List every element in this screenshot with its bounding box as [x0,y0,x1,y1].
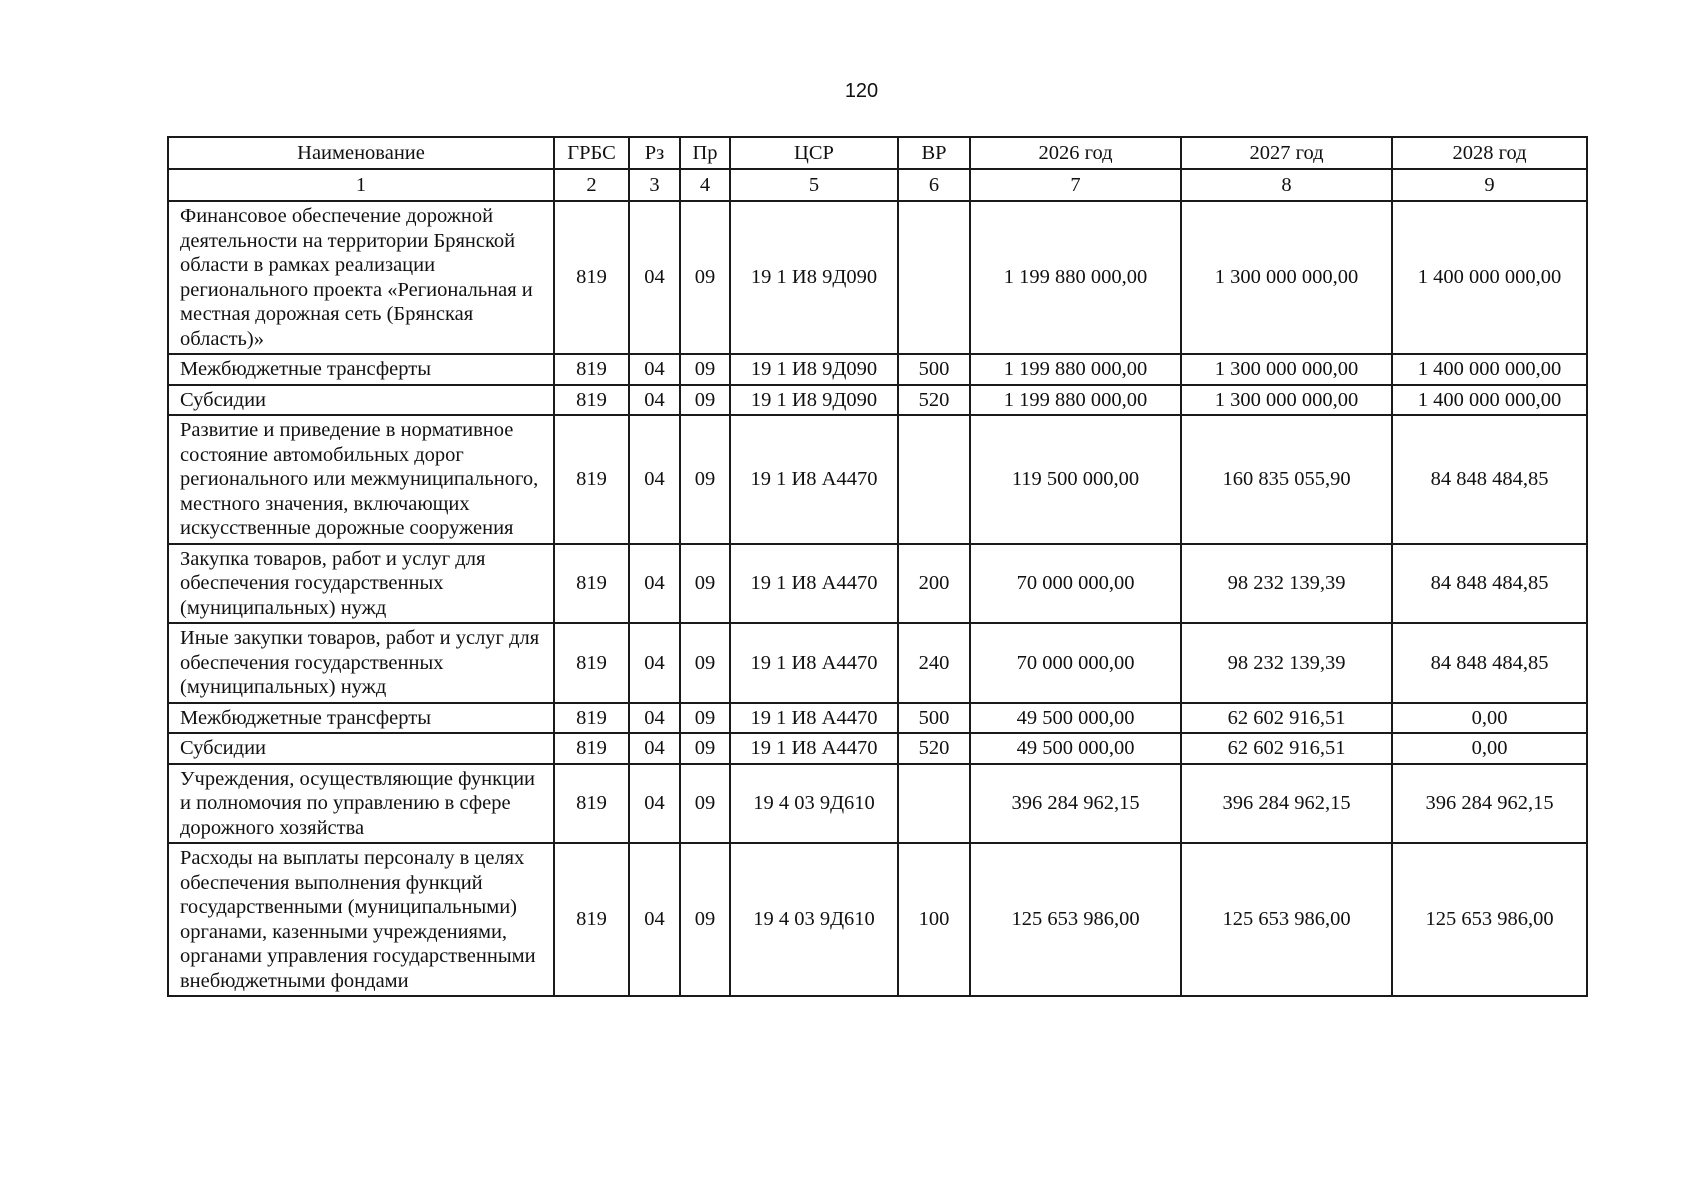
header-row [168,137,1587,169]
row-name-cell: Развитие и приведение в нормативное состояние автомобильных дорог регионального или межмуниципального, местного значения, включающих искусственные дорожные сооружения [168,415,554,544]
column-number: 3 [629,169,680,201]
row-csr-cell: 19 4 03 9Д610 [730,764,898,844]
row-grbs-cell: 819 [554,544,629,624]
column-number-row [168,169,1587,201]
row-2028-amount-cell: 84 848 484,85 [1392,544,1587,624]
table-body [168,201,1587,996]
header-grbs: ГРБС [554,137,629,169]
row-name-cell: Субсидии [168,385,554,416]
row-vr-cell [898,201,970,354]
table-row [168,623,1587,703]
row-csr-cell: 19 1 И8 А4470 [730,544,898,624]
row-pr-cell: 09 [680,544,730,624]
header-name: Наименование [168,137,554,169]
row-2027-amount-cell: 160 835 055,90 [1181,415,1392,544]
table-row [168,385,1587,416]
row-2027-amount-cell: 125 653 986,00 [1181,843,1392,996]
row-pr-cell: 09 [680,354,730,385]
column-number: 9 [1392,169,1587,201]
header-csr: ЦСР [730,137,898,169]
row-rz-cell: 04 [629,703,680,734]
row-2027-amount-cell: 98 232 139,39 [1181,623,1392,703]
row-rz-cell: 04 [629,623,680,703]
row-2026-amount-cell: 49 500 000,00 [970,733,1181,764]
row-pr-cell: 09 [680,415,730,544]
row-2027-amount-cell: 62 602 916,51 [1181,733,1392,764]
row-pr-cell: 09 [680,703,730,734]
row-name-cell: Иные закупки товаров, работ и услуг для обеспечения государственных (муниципальных) нужд [168,623,554,703]
row-rz-cell: 04 [629,201,680,354]
column-number: 6 [898,169,970,201]
row-vr-cell: 520 [898,733,970,764]
row-name-cell: Субсидии [168,733,554,764]
table-row [168,201,1587,354]
row-2026-amount-cell: 1 199 880 000,00 [970,354,1181,385]
row-pr-cell: 09 [680,733,730,764]
row-name-cell: Расходы на выплаты персоналу в целях обеспечения выполнения функций государственными (муниципальными) органами, казенными учреждениями, органами управления государственными внебюджетными фондами [168,843,554,996]
row-2026-amount-cell: 49 500 000,00 [970,703,1181,734]
row-vr-cell: 240 [898,623,970,703]
header-rz: Рз [629,137,680,169]
row-name-cell: Межбюджетные трансферты [168,354,554,385]
row-vr-cell: 200 [898,544,970,624]
table-row [168,544,1587,624]
row-2026-amount-cell: 1 199 880 000,00 [970,201,1181,354]
row-2028-amount-cell: 0,00 [1392,733,1587,764]
row-2027-amount-cell: 1 300 000 000,00 [1181,201,1392,354]
row-grbs-cell: 819 [554,843,629,996]
row-vr-cell [898,764,970,844]
page-number: 120 [844,80,879,102]
row-rz-cell: 04 [629,354,680,385]
row-grbs-cell: 819 [554,385,629,416]
row-csr-cell: 19 4 03 9Д610 [730,843,898,996]
row-2028-amount-cell: 125 653 986,00 [1392,843,1587,996]
row-csr-cell: 19 1 И8 А4470 [730,703,898,734]
table-row [168,733,1587,764]
row-pr-cell: 09 [680,201,730,354]
column-number: 4 [680,169,730,201]
row-csr-cell: 19 1 И8 А4470 [730,415,898,544]
row-csr-cell: 19 1 И8 А4470 [730,623,898,703]
row-name-cell: Межбюджетные трансферты [168,703,554,734]
row-pr-cell: 09 [680,623,730,703]
row-2028-amount-cell: 1 400 000 000,00 [1392,201,1587,354]
row-2027-amount-cell: 62 602 916,51 [1181,703,1392,734]
row-2026-amount-cell: 1 199 880 000,00 [970,385,1181,416]
row-2027-amount-cell: 98 232 139,39 [1181,544,1392,624]
row-grbs-cell: 819 [554,733,629,764]
row-pr-cell: 09 [680,385,730,416]
row-grbs-cell: 819 [554,415,629,544]
header-2026: 2026 год [970,137,1181,169]
row-pr-cell: 09 [680,764,730,844]
table-row [168,415,1587,544]
row-name-cell: Учреждения, осуществляющие функции и полномочия по управлению в сфере дорожного хозяйства [168,764,554,844]
row-csr-cell: 19 1 И8 9Д090 [730,385,898,416]
row-vr-cell: 500 [898,703,970,734]
row-2026-amount-cell: 119 500 000,00 [970,415,1181,544]
row-vr-cell: 520 [898,385,970,416]
row-2028-amount-cell: 84 848 484,85 [1392,623,1587,703]
header-pr: Пр [680,137,730,169]
header-2028: 2028 год [1392,137,1587,169]
row-vr-cell: 100 [898,843,970,996]
table-row [168,354,1587,385]
row-2026-amount-cell: 396 284 962,15 [970,764,1181,844]
row-grbs-cell: 819 [554,354,629,385]
row-csr-cell: 19 1 И8 9Д090 [730,201,898,354]
row-grbs-cell: 819 [554,201,629,354]
row-2026-amount-cell: 70 000 000,00 [970,544,1181,624]
row-rz-cell: 04 [629,415,680,544]
row-2027-amount-cell: 1 300 000 000,00 [1181,354,1392,385]
column-number: 7 [970,169,1181,201]
table-row [168,703,1587,734]
row-grbs-cell: 819 [554,703,629,734]
row-vr-cell [898,415,970,544]
row-name-cell: Закупка товаров, работ и услуг для обеспечения государственных (муниципальных) нужд [168,544,554,624]
column-number: 5 [730,169,898,201]
table-row [168,764,1587,844]
row-csr-cell: 19 1 И8 А4470 [730,733,898,764]
budget-table [167,136,1588,997]
row-2026-amount-cell: 70 000 000,00 [970,623,1181,703]
row-csr-cell: 19 1 И8 9Д090 [730,354,898,385]
row-grbs-cell: 819 [554,623,629,703]
row-2026-amount-cell: 125 653 986,00 [970,843,1181,996]
row-rz-cell: 04 [629,764,680,844]
row-grbs-cell: 819 [554,764,629,844]
table-row [168,843,1587,996]
row-2028-amount-cell: 1 400 000 000,00 [1392,385,1587,416]
header-2027: 2027 год [1181,137,1392,169]
row-2028-amount-cell: 396 284 962,15 [1392,764,1587,844]
row-2027-amount-cell: 396 284 962,15 [1181,764,1392,844]
row-name-cell: Финансовое обеспечение дорожной деятельности на территории Брянской области в рамках реализации регионального проекта «Региональная и местная дорожная сеть (Брянская область)» [168,201,554,354]
row-2028-amount-cell: 1 400 000 000,00 [1392,354,1587,385]
row-2028-amount-cell: 0,00 [1392,703,1587,734]
row-vr-cell: 500 [898,354,970,385]
column-number: 8 [1181,169,1392,201]
row-pr-cell: 09 [680,843,730,996]
row-rz-cell: 04 [629,843,680,996]
row-rz-cell: 04 [629,385,680,416]
column-number: 2 [554,169,629,201]
column-number: 1 [168,169,554,201]
header-vr: ВР [898,137,970,169]
row-2027-amount-cell: 1 300 000 000,00 [1181,385,1392,416]
row-rz-cell: 04 [629,544,680,624]
row-rz-cell: 04 [629,733,680,764]
row-2028-amount-cell: 84 848 484,85 [1392,415,1587,544]
